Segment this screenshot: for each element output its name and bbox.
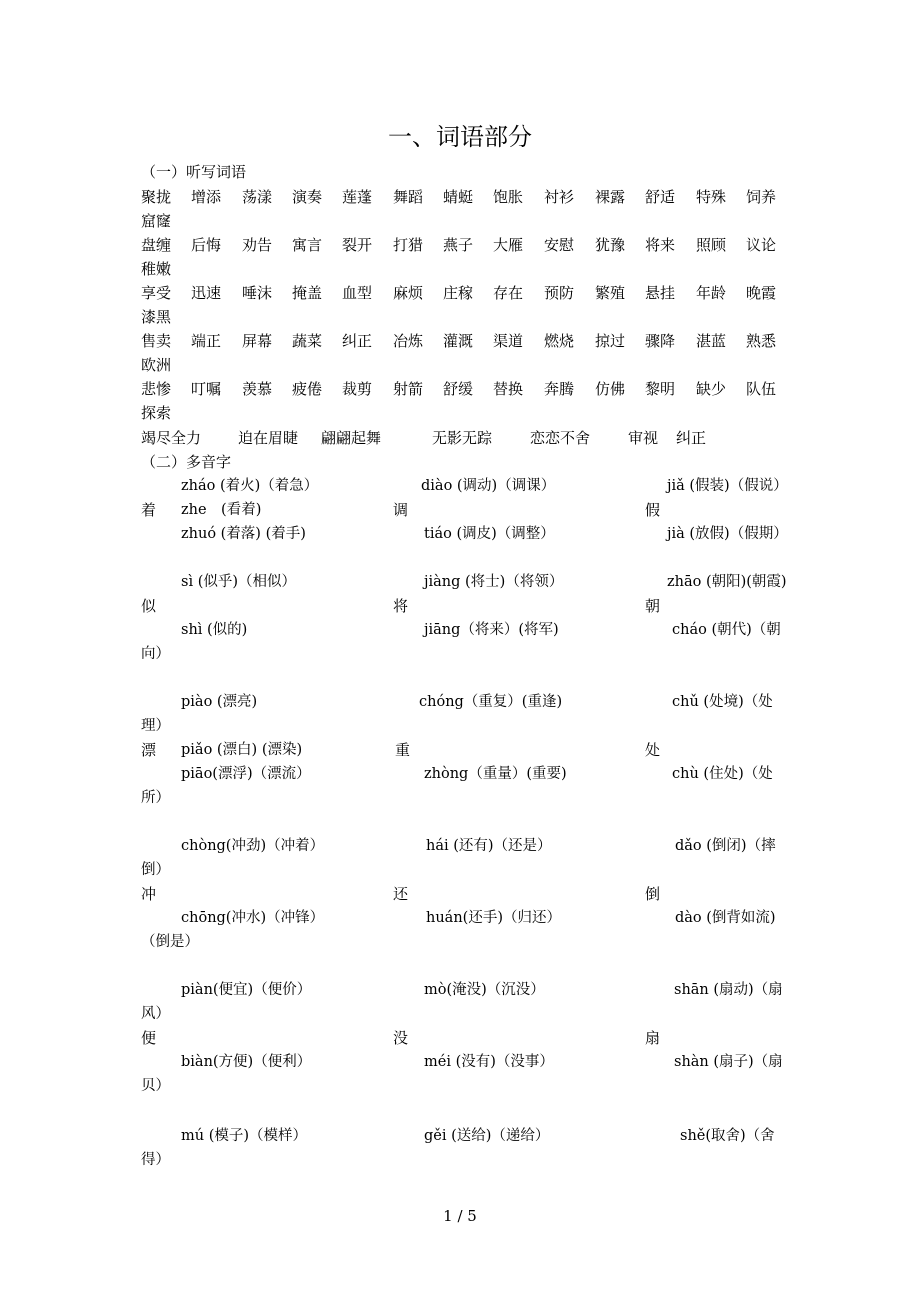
polyphone-reading-wrap: 向） <box>141 646 170 662</box>
polyphone-char: 还 <box>393 885 409 903</box>
word-item: 特殊 <box>696 188 727 206</box>
polyphone-reading: shì (似的) <box>181 622 248 638</box>
word-item: 缺少 <box>696 380 727 398</box>
word-item: 打猎 <box>393 236 424 254</box>
word-item: 照顾 <box>696 236 727 254</box>
word-item: 后悔 <box>191 236 222 254</box>
word-item: 悲惨 <box>141 380 172 398</box>
word-item: 裂开 <box>342 236 373 254</box>
polyphone-reading-wrap: 风） <box>141 1006 170 1022</box>
word-item: 售卖 <box>141 332 172 350</box>
phrase-item: 迫在眉睫 <box>238 429 299 447</box>
polyphone-char: 没 <box>393 1029 409 1047</box>
polyphone-reading: jiāng（将来）(将军) <box>424 622 559 638</box>
phrase-item: 审视 <box>628 429 659 447</box>
word-item: 黎明 <box>645 380 676 398</box>
polyphone-reading: chōng(冲水)（冲锋） <box>181 910 325 926</box>
word-item: 稚嫩 <box>141 260 172 278</box>
word-item: 寓言 <box>292 236 323 254</box>
phrase-item: 翩翩起舞 <box>321 429 382 447</box>
polyphone-reading: mò(淹没)（沉没） <box>424 982 545 998</box>
polyphone-reading: dào (倒背如流) <box>675 910 776 926</box>
polyphone-reading: mú (模子)（模样） <box>181 1128 308 1144</box>
word-item: 盘缠 <box>141 236 172 254</box>
polyphone-reading: piàn(便宜)（便价） <box>181 982 312 998</box>
page-number: 1 / 5 <box>443 1207 477 1225</box>
word-item: 纠正 <box>342 332 373 350</box>
word-item: 蔬菜 <box>292 332 323 350</box>
polyphone-reading: diào (调动)（调课） <box>421 478 556 494</box>
polyphone-char: 漂 <box>141 741 157 759</box>
word-item: 疲倦 <box>292 380 323 398</box>
polyphone-reading-wrap: 所） <box>141 790 170 806</box>
word-item: 舒适 <box>645 188 676 206</box>
word-item: 饲养 <box>746 188 777 206</box>
section-heading-polyphones: （二）多音字 <box>141 453 232 471</box>
phrase-item: 无影无踪 <box>432 429 493 447</box>
polyphone-reading: chóng（重复）(重逢) <box>419 694 563 710</box>
polyphone-reading: jiǎ (假装)（假说） <box>667 478 788 494</box>
word-item: 血型 <box>342 284 373 302</box>
word-item: 叮嘱 <box>191 380 222 398</box>
word-item: 享受 <box>141 284 172 302</box>
word-item: 灌溉 <box>443 332 474 350</box>
word-item: 饱胀 <box>493 188 524 206</box>
word-item: 聚拢 <box>141 188 172 206</box>
word-item: 裁剪 <box>342 380 373 398</box>
word-item: 蜻蜓 <box>443 188 474 206</box>
polyphone-char: 冲 <box>141 885 157 903</box>
word-item: 议论 <box>746 236 777 254</box>
word-item: 掩盖 <box>292 284 323 302</box>
word-item: 仿佛 <box>595 380 626 398</box>
word-item: 庄稼 <box>443 284 474 302</box>
polyphone-char: 倒 <box>645 885 661 903</box>
polyphone-char: 便 <box>141 1029 157 1047</box>
word-item: 衬衫 <box>544 188 575 206</box>
word-item: 窟窿 <box>141 212 172 230</box>
phrase-item: 纠正 <box>676 429 707 447</box>
word-item: 奔腾 <box>544 380 575 398</box>
polyphone-reading: shàn (扇子)（扇 <box>674 1054 783 1070</box>
polyphone-reading: shān (扇动)（扇 <box>674 982 783 998</box>
word-item: 荡漾 <box>242 188 273 206</box>
word-item: 麻烦 <box>393 284 424 302</box>
polyphone-reading: jiàng (将士)（将领） <box>424 574 564 590</box>
word-item: 屏幕 <box>242 332 273 350</box>
word-item: 晚霞 <box>746 284 777 302</box>
word-item: 演奏 <box>292 188 323 206</box>
polyphone-char: 扇 <box>645 1029 661 1047</box>
word-item: 存在 <box>493 284 524 302</box>
page-title: 一、词语部分 <box>388 123 532 151</box>
polyphone-reading: chǔ (处境)（处 <box>672 694 773 710</box>
polyphone-reading: biàn(方便)（便利） <box>181 1054 312 1070</box>
polyphone-char: 似 <box>141 597 157 615</box>
word-item: 湛蓝 <box>696 332 727 350</box>
polyphone-char: 将 <box>393 597 409 615</box>
word-item: 安慰 <box>544 236 575 254</box>
polyphone-reading: gěi (送给)（递给） <box>424 1128 550 1144</box>
word-item: 唾沫 <box>242 284 273 302</box>
word-item: 繁殖 <box>595 284 626 302</box>
polyphone-reading: huán(还手)（归还） <box>426 910 561 926</box>
polyphone-reading: cháo (朝代)（朝 <box>672 622 781 638</box>
word-item: 漆黑 <box>141 308 172 326</box>
polyphone-char: 重 <box>395 741 411 759</box>
word-item: 大雁 <box>493 236 524 254</box>
word-item: 舒缓 <box>443 380 474 398</box>
word-item: 燕子 <box>443 236 474 254</box>
polyphone-reading: méi (没有)（没事） <box>424 1054 554 1070</box>
word-item: 替换 <box>493 380 524 398</box>
word-item: 羡慕 <box>242 380 273 398</box>
word-item: 裸露 <box>595 188 626 206</box>
word-item: 冶炼 <box>393 332 424 350</box>
polyphone-char: 处 <box>645 741 661 759</box>
word-item: 骤降 <box>645 332 676 350</box>
phrase-item: 竭尽全力 <box>141 429 202 447</box>
polyphone-reading: zhe (看着) <box>181 502 262 518</box>
polyphone-char: 着 <box>141 501 157 519</box>
word-item: 悬挂 <box>645 284 676 302</box>
word-item: 犹豫 <box>595 236 626 254</box>
polyphone-reading-wrap: 倒） <box>141 862 170 878</box>
polyphone-reading: jià (放假)（假期） <box>667 526 788 542</box>
word-item: 端正 <box>191 332 222 350</box>
word-item: 熟悉 <box>746 332 777 350</box>
polyphone-reading: piào (漂亮) <box>181 694 258 710</box>
word-item: 掠过 <box>595 332 626 350</box>
polyphone-char: 调 <box>393 501 409 519</box>
polyphone-reading-wrap: （倒是） <box>141 934 199 950</box>
word-item: 队伍 <box>746 380 777 398</box>
polyphone-reading: zhuó (着落) (着手) <box>181 526 306 542</box>
word-item: 舞蹈 <box>393 188 424 206</box>
polyphone-reading: hái (还有)（还是） <box>426 838 552 854</box>
polyphone-reading: zhāo (朝阳)(朝霞) <box>667 574 787 590</box>
word-item: 莲蓬 <box>342 188 373 206</box>
polyphone-reading: piǎo (漂白) (漂染) <box>181 742 303 758</box>
polyphone-reading: piāo(漂浮)（漂流） <box>181 766 311 782</box>
polyphone-reading: dǎo (倒闭)（摔 <box>675 838 776 854</box>
polyphone-char: 假 <box>645 501 661 519</box>
word-item: 迅速 <box>191 284 222 302</box>
word-item: 射箭 <box>393 380 424 398</box>
word-item: 将来 <box>645 236 676 254</box>
word-item: 燃烧 <box>544 332 575 350</box>
polyphone-reading: sì (似乎)（相似） <box>181 574 297 590</box>
polyphone-reading: zhòng（重量）(重要) <box>424 766 567 782</box>
polyphone-reading: zháo (着火)（着急） <box>181 478 319 494</box>
word-item: 劝告 <box>242 236 273 254</box>
polyphone-reading: shě(取舍)（舍 <box>680 1128 775 1144</box>
word-item: 增添 <box>191 188 222 206</box>
word-item: 探索 <box>141 404 172 422</box>
section-heading-dictation: （一）听写词语 <box>141 163 247 181</box>
polyphone-reading-wrap: 理） <box>141 718 170 734</box>
polyphone-reading: tiáo (调皮)（调整） <box>424 526 555 542</box>
word-item: 渠道 <box>493 332 524 350</box>
polyphone-reading: chòng(冲劲)（冲着） <box>181 838 325 854</box>
polyphone-reading: chù (住处)（处 <box>672 766 773 782</box>
phrase-item: 恋恋不舍 <box>530 429 591 447</box>
word-item: 预防 <box>544 284 575 302</box>
polyphone-char: 朝 <box>645 597 661 615</box>
word-item: 年龄 <box>696 284 727 302</box>
polyphone-reading-wrap: 得） <box>141 1152 170 1168</box>
word-item: 欧洲 <box>141 356 172 374</box>
polyphone-reading-wrap: 贝） <box>141 1078 170 1094</box>
